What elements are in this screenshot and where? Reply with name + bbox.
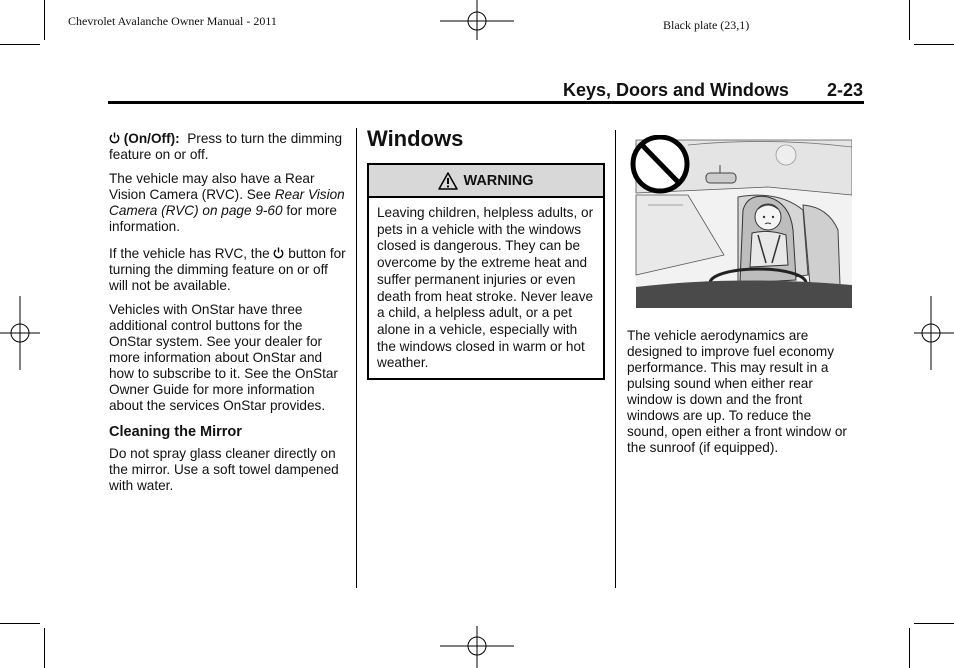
warning-label: WARNING bbox=[463, 172, 534, 189]
cleaning-paragraph: Do not spray glass cleaner directly on the mirror. Use a soft towel dampened with water. bbox=[109, 446, 339, 493]
warning-triangle-icon bbox=[438, 172, 458, 190]
manual-title: Chevrolet Avalanche Owner Manual - 2011 bbox=[68, 14, 277, 28]
column-divider bbox=[615, 130, 616, 588]
crop-mark bbox=[914, 44, 954, 45]
registration-mark-left bbox=[0, 296, 40, 370]
rvc-page-reference[interactable]: Rear Vision Camera (RVC) on page 9-60 bbox=[109, 187, 345, 218]
crop-mark bbox=[909, 0, 910, 40]
plate-label: Black plate (23,1) bbox=[663, 18, 750, 32]
registration-mark-right bbox=[914, 296, 954, 370]
no-child-left-in-vehicle-illustration bbox=[628, 135, 852, 308]
crop-mark bbox=[914, 623, 954, 624]
aerodynamics-paragraph: The vehicle aerodynamics are designed to improve fuel economy performance. This may result in a pulsing sound when either rear window is down and the front windows are up. To reduce the sound, open either a front window or the sunroof (if equipped). bbox=[627, 328, 847, 455]
onstar-paragraph: Vehicles with OnStar have three additional control buttons for the OnStar system. See your dealer for more information about OnStar and how to subscribe to it. See the OnStar Owner Guide for more information about the services OnStar provides. bbox=[109, 302, 338, 413]
rvc-text-end: for more information. bbox=[109, 203, 337, 234]
rvc-text: The vehicle may also have a Rear Vision Camera (RVC). See bbox=[109, 171, 315, 202]
column-middle bbox=[367, 127, 605, 380]
section-title: Keys, Doors and Windows bbox=[563, 80, 789, 100]
column-left bbox=[109, 131, 349, 502]
crop-mark bbox=[909, 628, 910, 668]
registration-mark-top bbox=[440, 0, 514, 40]
cleaning-heading: Cleaning the Mirror bbox=[109, 424, 242, 440]
rvc-button-text: If the vehicle has RVC, the bbox=[109, 246, 270, 261]
onoff-text: Press to turn the dimming feature on or off. bbox=[109, 131, 343, 162]
rvc-button-text-end: button for turning the dimming feature on or off will not be available. bbox=[109, 246, 346, 293]
crop-mark bbox=[0, 623, 40, 624]
registration-mark-bottom bbox=[440, 626, 514, 668]
power-icon bbox=[273, 247, 284, 259]
column-divider bbox=[356, 128, 357, 588]
warning-text: Leaving children, helpless adults, or pets in a vehicle with the windows closed is dangerous. They can be overcome by the extreme heat and suffer permanent injuries or even death from heat stroke. Never leave a child, a helpless adult, or a pet alone in a vehicle, especially with the windows closed in warm or hot weather. bbox=[377, 205, 594, 371]
rvc-paragraph bbox=[109, 171, 349, 235]
warning-header bbox=[369, 165, 603, 198]
power-icon bbox=[109, 132, 120, 144]
onoff-label: (On/Off): bbox=[123, 131, 180, 146]
header-rule bbox=[108, 101, 864, 104]
crop-mark bbox=[44, 628, 45, 668]
rvc-button-paragraph bbox=[109, 246, 349, 294]
crop-mark bbox=[0, 44, 40, 45]
page-number: 2-23 bbox=[827, 80, 864, 100]
warning-box bbox=[367, 163, 605, 380]
crop-mark bbox=[44, 0, 45, 40]
onoff-paragraph bbox=[109, 131, 349, 163]
windows-heading: Windows bbox=[367, 126, 464, 151]
column-right bbox=[627, 328, 855, 464]
